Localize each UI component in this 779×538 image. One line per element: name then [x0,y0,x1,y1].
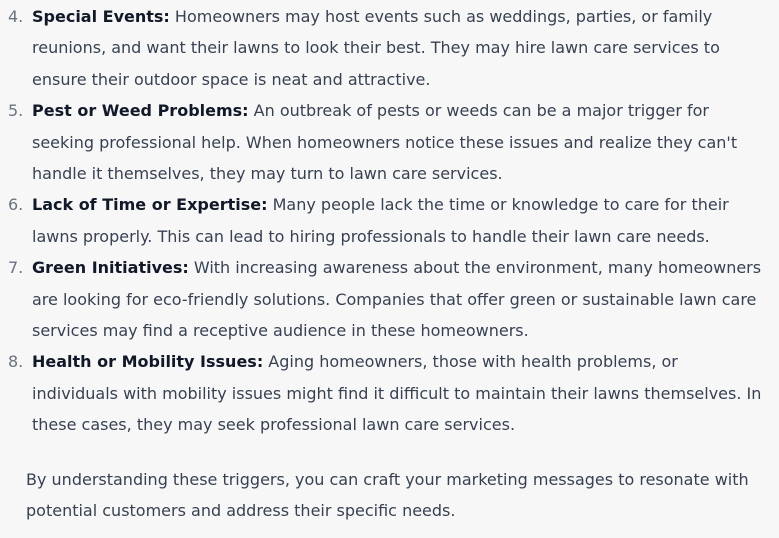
list-item-text: Many people lack the time or knowledge to care for their lawns properly. This can lead to hiring professionals to handle their lawn care needs. [32,195,729,246]
list-item-number: 5. [8,101,24,121]
list-item [0,95,779,189]
list-item-number: 7. [8,258,24,278]
list-item-title: Health or Mobility Issues: [32,352,264,372]
list-item-title: Special Events: [32,7,170,26]
list-item-text: Homeowners may host events such as weddings, parties, or family reunions, and want their lawns to look their best. They may hire lawn care services to ensure their outdoor space is neat and attractive. [32,7,720,89]
list-item [0,346,779,440]
list-item-number: 6. [8,195,24,215]
summary-paragraph: By understanding these triggers, you can craft your marketing messages to resonate with potential customers and address their specific needs. [26,470,749,521]
list-item-title: Pest or Weed Problems: [32,101,249,121]
list-item-title: Lack of Time or Expertise: [32,195,268,215]
list-item-number: 4. [8,7,24,26]
list-item [0,1,779,95]
list-item [0,252,779,346]
triggers-list [0,1,779,441]
list-item-text: An outbreak of pests or weeds can be a major trigger for seeking professional help. When homeowners notice these issues and realize they can't handle it themselves, they may turn to lawn care services. [32,101,738,184]
list-item-number: 8. [8,352,24,372]
list-item-text: Aging homeowners, those with health problems, or individuals with mobility issues might find it difficult to maintain their lawns themselves. In these cases, they may seek professional lawn care services. [32,352,762,435]
list-item [0,189,779,252]
list-item-title: Green Initiatives: [32,258,189,278]
list-item-text: With increasing awareness about the environment, many homeowners are looking for eco-friendly solutions. Companies that offer green or sustainable lawn care services may find a receptive audience in these homeowners. [32,258,762,341]
